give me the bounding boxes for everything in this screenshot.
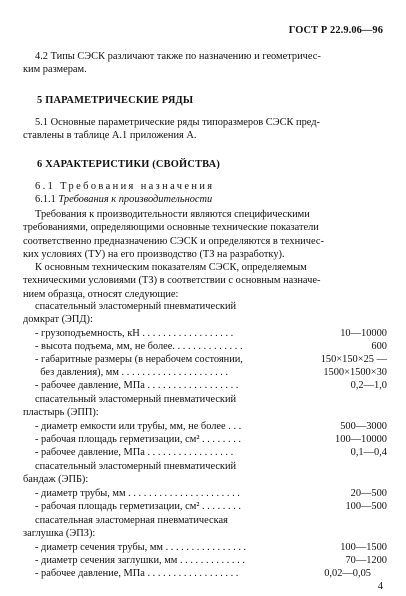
group-epb-title-1: спасательный эластомерный пневматический xyxy=(35,461,237,472)
list-item xyxy=(35,446,387,459)
list-item xyxy=(35,420,387,433)
group-epd-title-2: домкрат (ЭПД): xyxy=(23,314,93,325)
item-value: 0,02—0,05 xyxy=(324,568,371,579)
group-epz-title-2: заглушка (ЭПЗ): xyxy=(23,528,96,539)
list-item xyxy=(35,487,387,500)
item-label: - грузоподъемность, кН . . . . . . . . . . . . . . . . . . xyxy=(35,328,234,339)
paragraph-requirements xyxy=(23,208,387,262)
group-epp-title-2: пластырь (ЭПП): xyxy=(23,407,99,418)
item-value: 0,1—0,4 xyxy=(350,447,387,458)
item-value: 150×150×25 — xyxy=(320,354,387,365)
list-item xyxy=(35,340,387,353)
subsection-6-1-1-title xyxy=(35,193,399,206)
item-label: - диаметр сечения заглушки, мм . . . . . . . . . . . . . xyxy=(35,555,245,566)
list-item xyxy=(35,353,387,366)
item-label: - рабочая площадь герметизации, см² . . . . . . . . xyxy=(35,434,241,445)
text-line: требованиями, определяющими основные технические показатели xyxy=(23,222,319,234)
item-label: - диаметр трубы, мм . . . . . . . . . . . . . . . . . . . . . . xyxy=(35,488,240,499)
page-number: 4 xyxy=(377,581,383,592)
text-line: ставлены в таблице А.1 приложения А. xyxy=(23,130,197,142)
item-value: 0,2—1,0 xyxy=(350,380,387,391)
subsection-number: 6.1.1 xyxy=(35,194,56,205)
item-label: - рабочее давление, МПа . . . . . . . . . . . . . . . . . xyxy=(35,447,234,458)
list-item xyxy=(35,366,387,379)
text-line: соответственно предназначению СЭСК и определяются в техничес- xyxy=(23,235,324,247)
group-epd-title-1: спасательный эластомерный пневматический xyxy=(35,301,237,312)
text-line: Требования к производительности являются специфическими xyxy=(35,209,310,220)
list-item xyxy=(35,379,387,392)
section-6-title: 6 ХАРАКТЕРИСТИКИ (СВОЙСТВА) xyxy=(37,159,221,170)
text-line: К основным техническим показателям СЭСК, определяемым xyxy=(35,262,307,273)
item-value: 70—1200 xyxy=(345,555,387,566)
item-label: - диаметр сечения трубы, мм . . . . . . . . . . . . . . . . xyxy=(35,542,247,553)
item-value: 100—10000 xyxy=(335,434,387,445)
document-header: ГОСТ Р 22.9.06—96 xyxy=(288,25,383,36)
item-value: 600 xyxy=(371,341,387,352)
item-label: - габаритные размеры (в нерабочем состоянии, xyxy=(35,354,243,365)
list-item xyxy=(35,554,387,567)
text-line: ких условиях (ТУ) на его производство (ТЗ на разработку). xyxy=(23,249,285,261)
item-label: - рабочая площадь герметизации, см² . . . . . . . . xyxy=(35,501,241,512)
list-item xyxy=(35,500,387,513)
text-line: ким размерам. xyxy=(23,64,87,76)
list-item xyxy=(35,327,387,340)
item-value: 100—500 xyxy=(345,501,387,512)
section-5-title: 5 ПАРАМЕТРИЧЕСКИЕ РЯДЫ xyxy=(37,95,194,106)
text-line: 4.2 Типы СЭСК различают также по назначению и геометричес- xyxy=(35,51,321,62)
item-value: 1500×1500×30 xyxy=(323,367,387,378)
item-label: - диаметр емкости или трубы, мм, не более . . . xyxy=(35,421,242,432)
item-value: 500—3000 xyxy=(340,421,387,432)
list-item xyxy=(35,433,387,446)
item-value: 10—10000 xyxy=(340,328,387,339)
text-line: нием образца, относят следующие: xyxy=(23,288,179,300)
paragraph-5-1 xyxy=(23,116,387,143)
list-item xyxy=(35,541,387,554)
paragraph-4-2 xyxy=(23,50,387,77)
paragraph-main-indicators xyxy=(23,261,387,301)
subsection-name: Требования к производительности xyxy=(58,194,213,205)
text-line: техническими условиями (ТЗ) в соответствии с основным назначе- xyxy=(23,275,321,287)
item-label: - рабочее давление, МПа . . . . . . . . . . . . . . . . . . xyxy=(35,380,239,391)
group-epp-title-1: спасательный эластомерный пневматический xyxy=(35,394,237,405)
group-epb-title-2: бандаж (ЭПБ): xyxy=(23,474,89,485)
item-label: без давления), мм . . . . . . . . . . . . . . . . . . . . . xyxy=(35,367,229,378)
item-value: 20—500 xyxy=(350,488,387,499)
subsection-6-1-title: 6.1 Требования назначения xyxy=(35,181,215,192)
item-label: - высота подъема, мм, не более. . . . . . . . . . . . . . xyxy=(35,341,243,352)
item-label: - рабочее давление, МПа . . . . . . . . . . . . . . . . . . xyxy=(35,568,239,579)
list-item xyxy=(35,567,371,580)
group-epz-title-1: спасательная эластомерная пневматическая xyxy=(35,515,228,526)
text-line: 5.1 Основные параметрические ряды типоразмеров СЭСК пред- xyxy=(35,117,321,128)
item-value: 100—1500 xyxy=(340,542,387,553)
